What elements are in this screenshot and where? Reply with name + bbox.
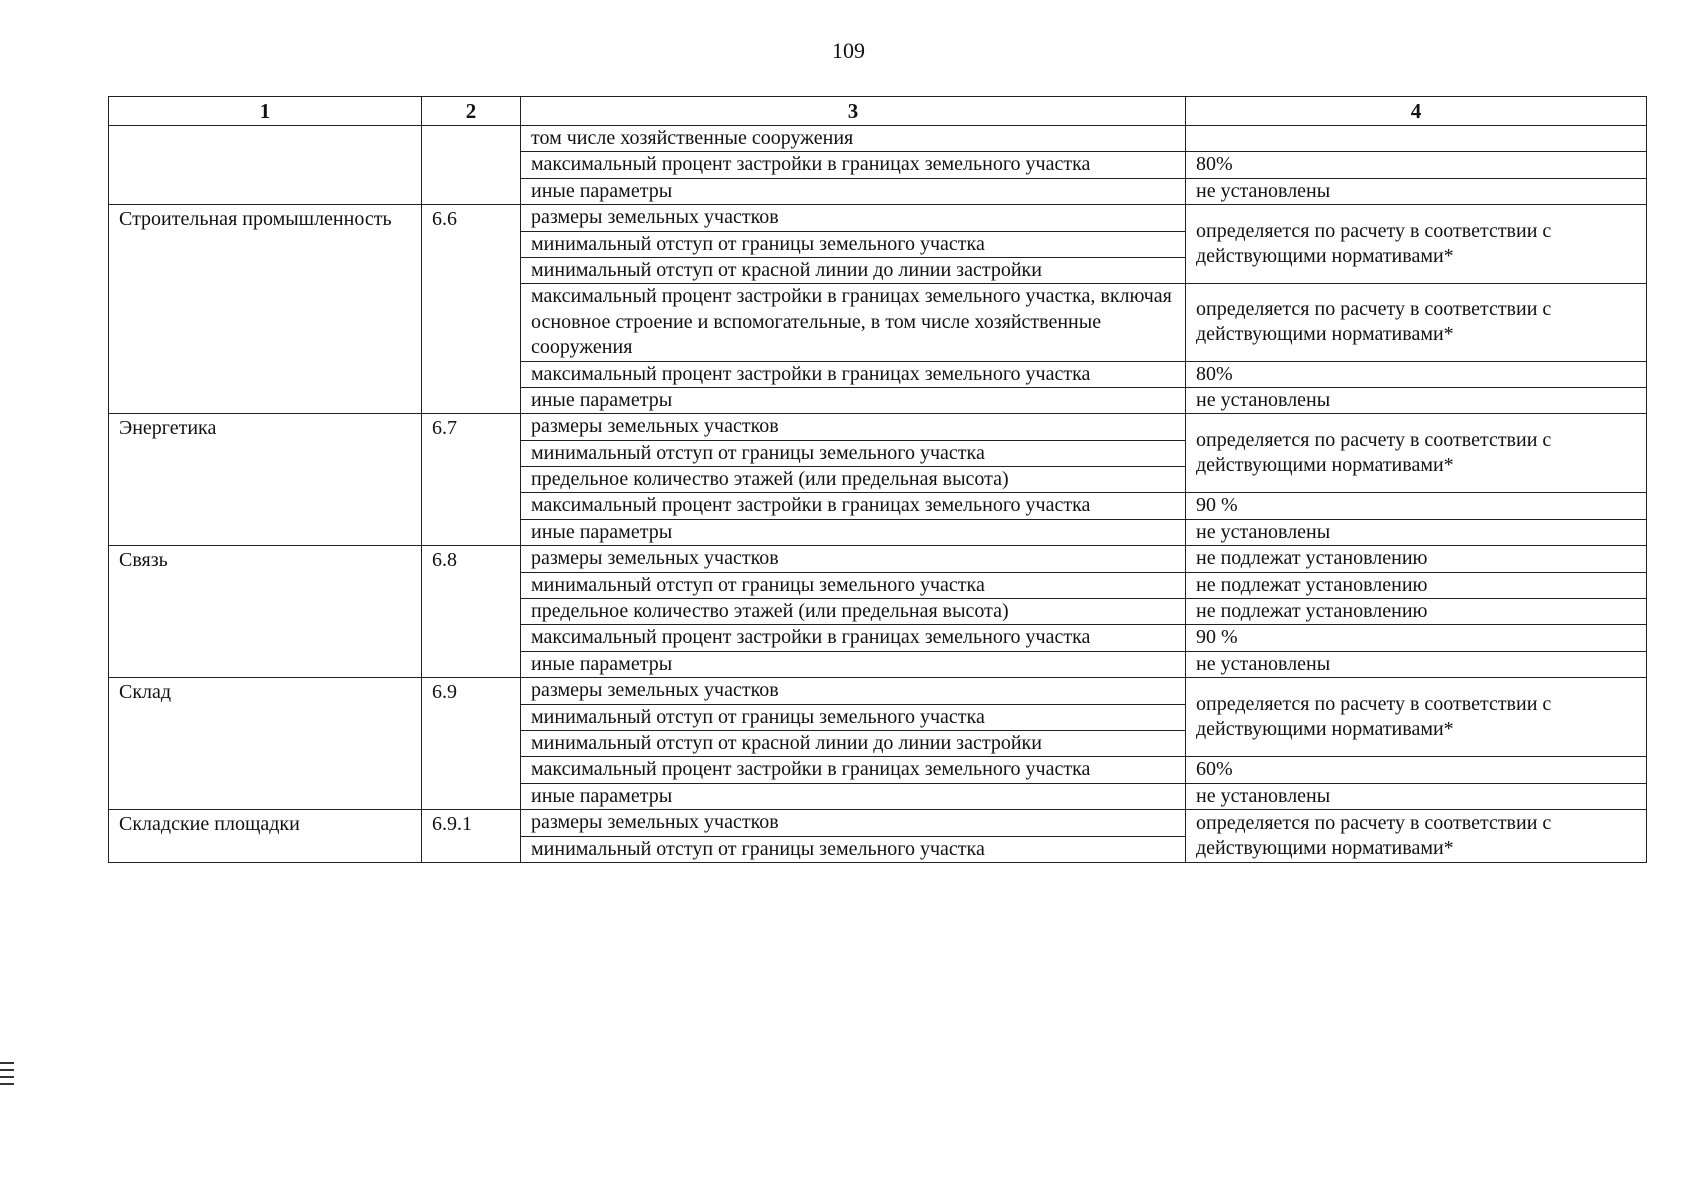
table-row	[109, 546, 1647, 572]
param-cell: размеры земельных участков	[521, 678, 1186, 704]
param-cell: максимальный процент застройки в границах земельного участка	[521, 152, 1186, 178]
value-cell: определяется по расчету в соответствии с действующими нормативами*	[1186, 414, 1647, 493]
zoning-parameters-table	[108, 96, 1647, 863]
param-cell: максимальный процент застройки в границах земельного участка, включая основное строение и вспомогательные, в том числе хозяйственные сооружения	[521, 284, 1186, 361]
column-header-2: 2	[422, 97, 521, 126]
value-cell: не подлежат установлению	[1186, 546, 1647, 572]
param-cell: размеры земельных участков	[521, 205, 1186, 231]
table-row	[109, 414, 1647, 440]
value-cell: не подлежат установлению	[1186, 599, 1647, 625]
param-cell: иные параметры	[521, 387, 1186, 413]
param-cell: максимальный процент застройки в границах земельного участка	[521, 361, 1186, 387]
value-cell: определяется по расчету в соответствии с действующими нормативами*	[1186, 810, 1647, 863]
scan-edge-marks	[0, 1062, 14, 1090]
group-code-cell: 6.9.1	[422, 810, 521, 863]
value-cell: 60%	[1186, 757, 1647, 783]
param-cell: максимальный процент застройки в границах земельного участка	[521, 625, 1186, 651]
group-name-cell	[109, 126, 422, 205]
group-name-cell: Склад	[109, 678, 422, 810]
param-cell: максимальный процент застройки в границах земельного участка	[521, 493, 1186, 519]
column-header-3: 3	[521, 97, 1186, 126]
param-cell: минимальный отступ от границы земельного участка	[521, 704, 1186, 730]
group-code-cell: 6.7	[422, 414, 521, 546]
page-number: 109	[832, 38, 865, 63]
group-name-cell: Связь	[109, 546, 422, 678]
value-cell: определяется по расчету в соответствии с действующими нормативами*	[1186, 678, 1647, 757]
group-name-cell: Строительная промышленность	[109, 205, 422, 414]
param-cell: иные параметры	[521, 178, 1186, 204]
param-cell: минимальный отступ от красной линии до линии застройки	[521, 730, 1186, 756]
param-cell: минимальный отступ от границы земельного участка	[521, 572, 1186, 598]
header-row	[109, 97, 1647, 126]
group-code-cell: 6.8	[422, 546, 521, 678]
table-row	[109, 678, 1647, 704]
table-row	[109, 810, 1647, 836]
column-header-4: 4	[1186, 97, 1647, 126]
group-code-cell: 6.6	[422, 205, 521, 414]
group-name-cell: Энергетика	[109, 414, 422, 546]
value-cell: определяется по расчету в соответствии с действующими нормативами*	[1186, 284, 1647, 361]
table-row	[109, 205, 1647, 231]
table-row	[109, 126, 1647, 152]
param-cell: размеры земельных участков	[521, 810, 1186, 836]
value-cell: не установлены	[1186, 783, 1647, 809]
param-cell: том числе хозяйственные сооружения	[521, 126, 1186, 152]
value-cell: не установлены	[1186, 387, 1647, 413]
group-code-cell	[422, 126, 521, 205]
group-code-cell: 6.9	[422, 678, 521, 810]
param-cell: иные параметры	[521, 519, 1186, 545]
value-cell: определяется по расчету в соответствии с действующими нормативами*	[1186, 205, 1647, 284]
value-cell: не установлены	[1186, 178, 1647, 204]
param-cell: предельное количество этажей (или предельная высота)	[521, 599, 1186, 625]
param-cell: максимальный процент застройки в границах земельного участка	[521, 757, 1186, 783]
param-cell: минимальный отступ от красной линии до линии застройки	[521, 257, 1186, 283]
param-cell: минимальный отступ от границы земельного участка	[521, 231, 1186, 257]
group-name-cell: Складские площадки	[109, 810, 422, 863]
value-cell: не подлежат установлению	[1186, 572, 1647, 598]
value-cell: 80%	[1186, 152, 1647, 178]
param-cell: предельное количество этажей (или предельная высота)	[521, 467, 1186, 493]
value-cell	[1186, 126, 1647, 152]
column-header-1: 1	[109, 97, 422, 126]
value-cell: 90 %	[1186, 493, 1647, 519]
param-cell: размеры земельных участков	[521, 546, 1186, 572]
param-cell: минимальный отступ от границы земельного участка	[521, 836, 1186, 862]
value-cell: 80%	[1186, 361, 1647, 387]
param-cell: иные параметры	[521, 651, 1186, 677]
value-cell: 90 %	[1186, 625, 1647, 651]
param-cell: минимальный отступ от границы земельного участка	[521, 440, 1186, 466]
param-cell: иные параметры	[521, 783, 1186, 809]
param-cell: размеры земельных участков	[521, 414, 1186, 440]
value-cell: не установлены	[1186, 519, 1647, 545]
value-cell: не установлены	[1186, 651, 1647, 677]
